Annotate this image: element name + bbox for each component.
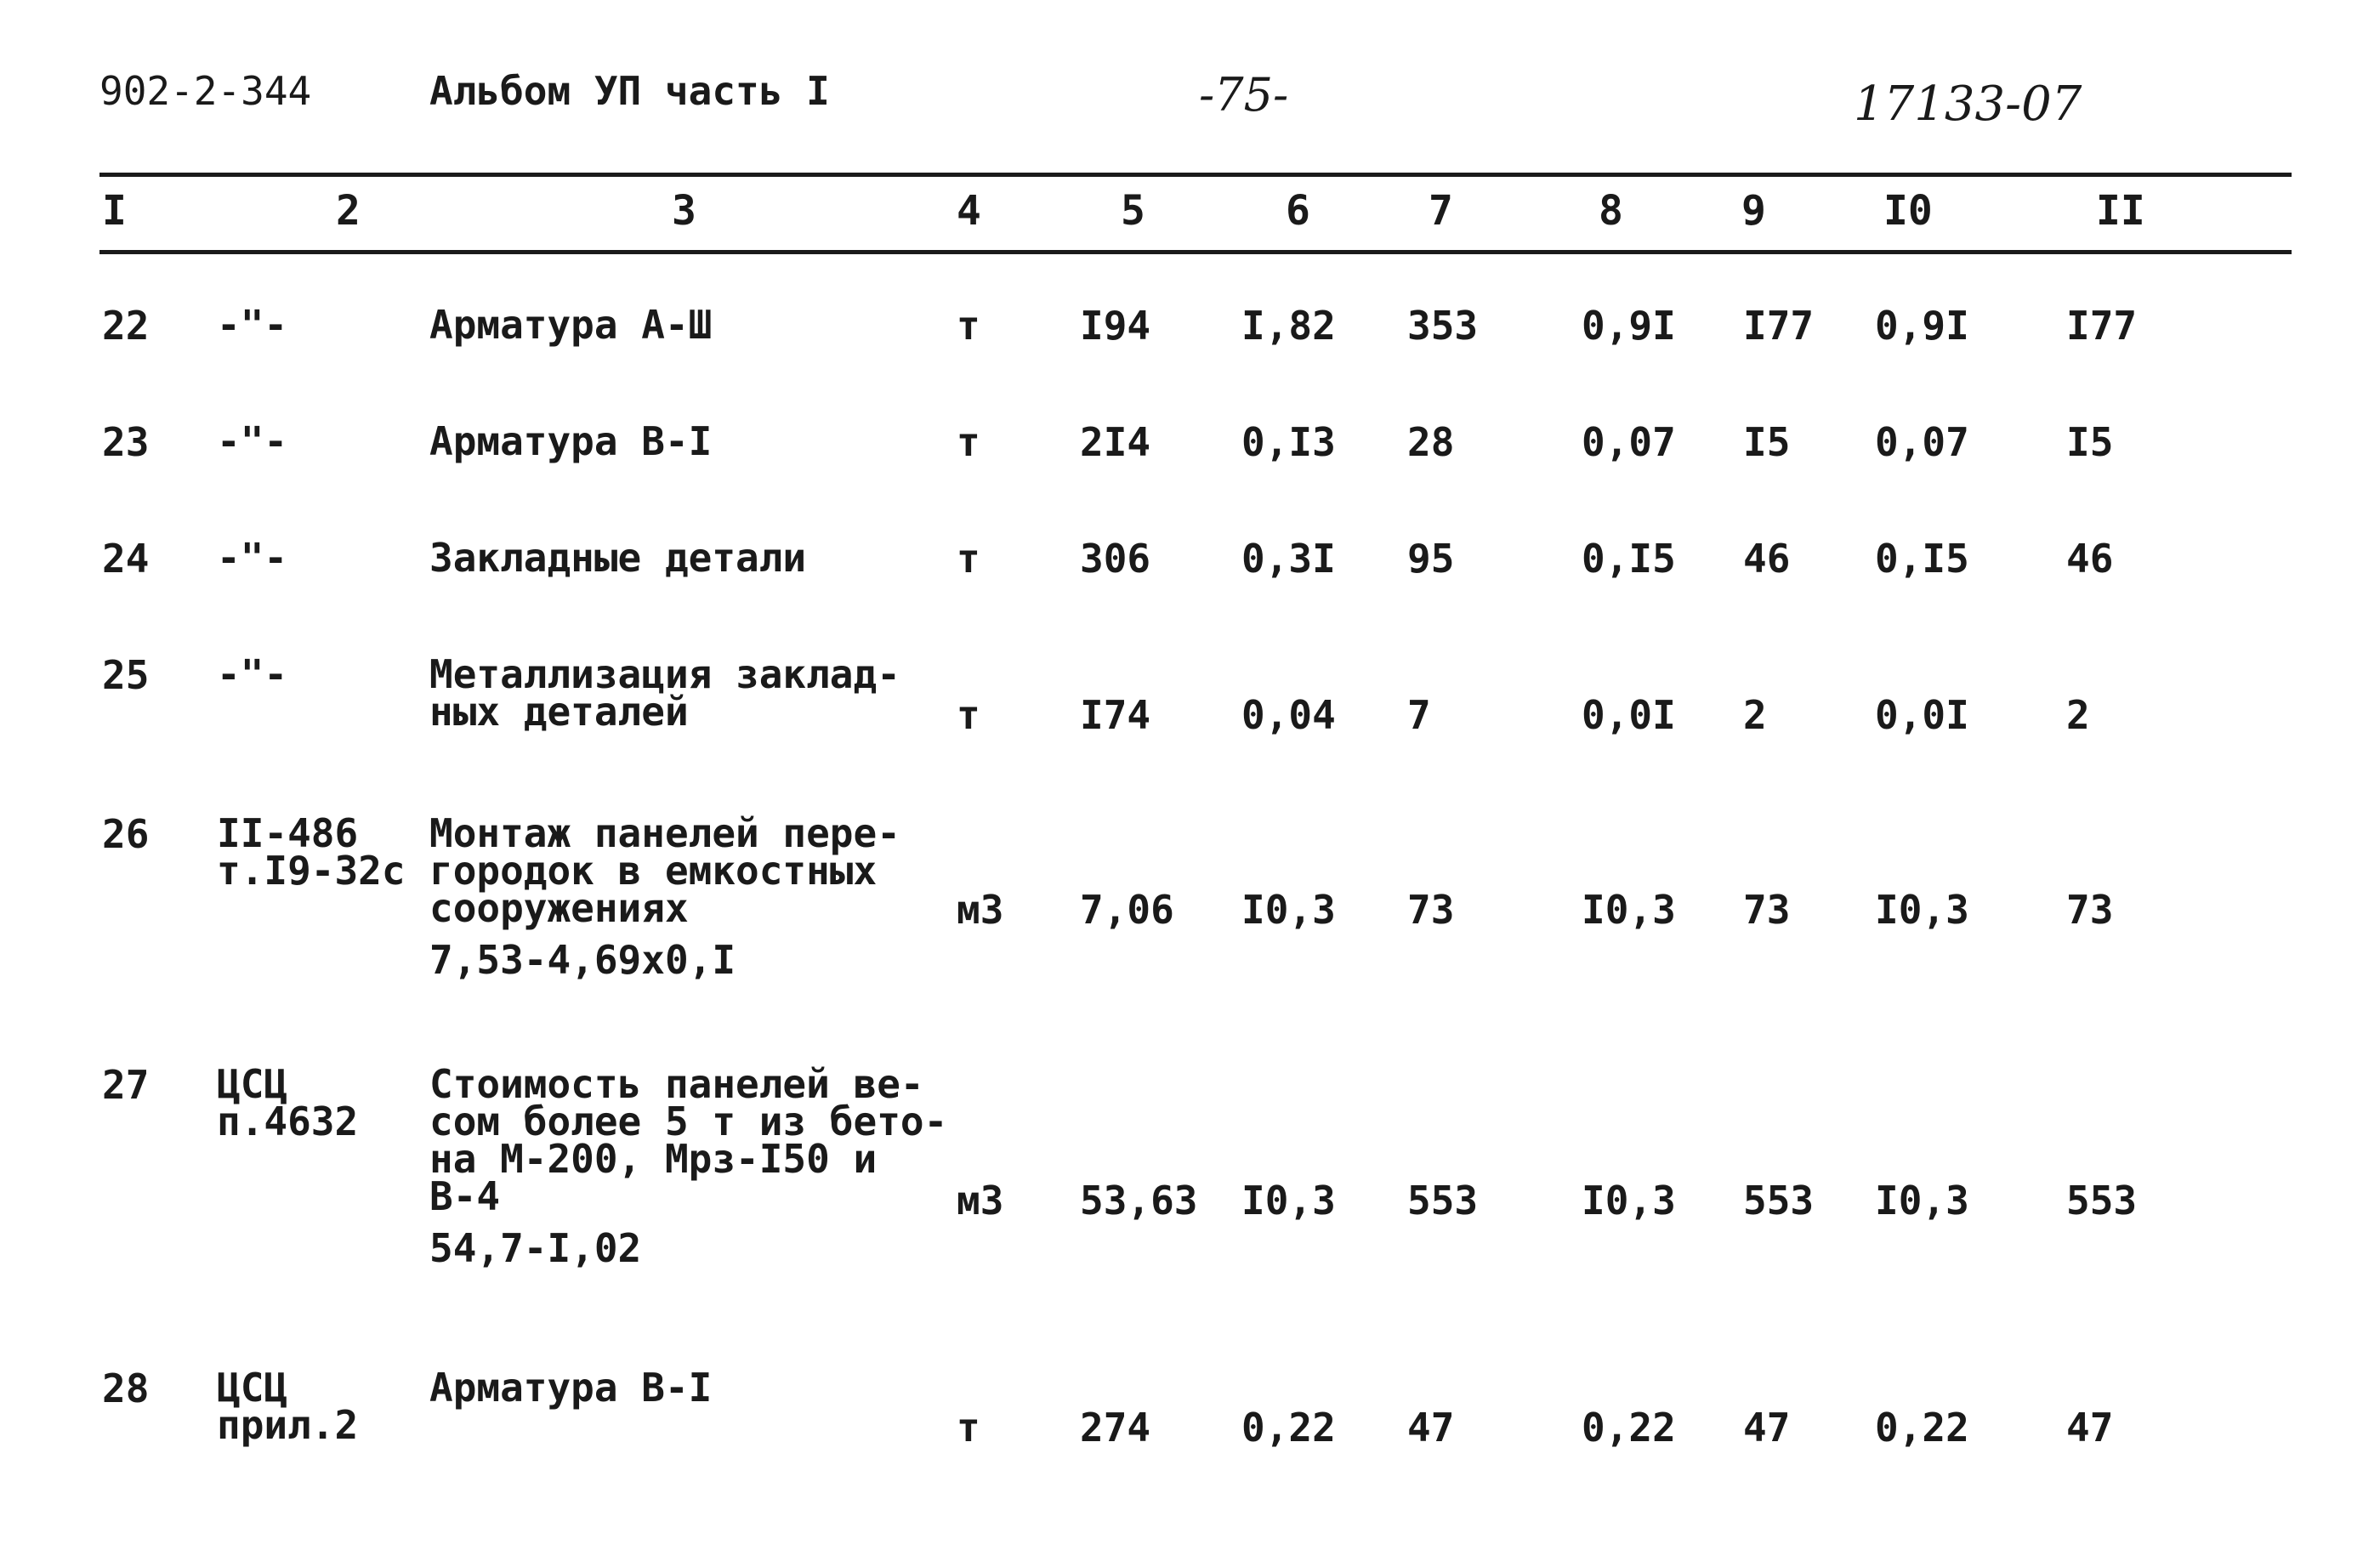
row-name: Арматура В-I — [429, 418, 713, 464]
row-number: 25 — [102, 652, 150, 698]
row-reference: -"- — [217, 418, 288, 464]
row-value-10: I0,3 — [1875, 1178, 1969, 1224]
row-value-11: 73 — [2066, 887, 2114, 933]
row-value-5: 306 — [1080, 536, 1151, 582]
row-reference: ЦСЦ п.4632 — [217, 1061, 359, 1144]
column-header-5: 5 — [1121, 187, 1145, 235]
row-value-10: 0,22 — [1875, 1405, 1969, 1451]
row-unit: т — [957, 536, 980, 582]
row-reference: ЦСЦ прил.2 — [217, 1365, 359, 1448]
row-name: Монтаж панелей пере- городок в емкостных сооружениях — [429, 810, 900, 931]
row-reference: -"- — [217, 535, 288, 581]
row-value-11: 553 — [2066, 1178, 2138, 1224]
row-unit: т — [957, 692, 980, 738]
row-name: Арматура А-Ш — [429, 302, 713, 348]
column-header-3: 3 — [672, 187, 696, 235]
row-name: Закладные детали — [429, 535, 807, 581]
row-value-10: I0,3 — [1875, 887, 1969, 933]
row-value-9: 46 — [1743, 536, 1791, 582]
row-number: 23 — [102, 419, 150, 465]
column-header-10: I0 — [1883, 187, 1933, 235]
column-header-11: II — [2096, 187, 2145, 235]
row-value-7: 73 — [1407, 887, 1455, 933]
row-value-6: 0,22 — [1241, 1405, 1336, 1451]
row-value-9: 2 — [1743, 692, 1767, 738]
row-number: 27 — [102, 1062, 150, 1108]
row-reference: -"- — [217, 651, 288, 697]
row-unit: м3 — [957, 887, 1004, 933]
table-top-rule — [99, 173, 2292, 177]
row-value-7: 7 — [1407, 692, 1431, 738]
row-reference: -"- — [217, 302, 288, 348]
row-value-10: 0,0I — [1875, 692, 1969, 738]
row-value-7: 95 — [1407, 536, 1455, 582]
row-value-10: 0,07 — [1875, 419, 1969, 465]
row-number: 28 — [102, 1365, 150, 1411]
row-value-8: I0,3 — [1582, 1178, 1676, 1224]
row-value-6: I0,3 — [1241, 1178, 1336, 1224]
row-value-10: 0,9I — [1875, 303, 1969, 349]
row-value-8: 0,07 — [1582, 419, 1676, 465]
row-unit: т — [957, 1405, 980, 1451]
row-name: Металлизация заклад- ных деталей — [429, 651, 900, 735]
row-value-7: 47 — [1407, 1405, 1455, 1451]
row-value-5: 53,63 — [1080, 1178, 1198, 1224]
row-name: Арматура В-I — [429, 1365, 713, 1411]
row-value-11: 46 — [2066, 536, 2114, 582]
row-formula: 7,53-4,69х0,I — [429, 937, 736, 983]
sheet-number: 17133-07 — [1854, 77, 2082, 132]
document-code: 902-2-344 — [99, 68, 312, 114]
row-value-9: 553 — [1743, 1178, 1815, 1224]
column-header-1: I — [102, 187, 127, 235]
column-header-4: 4 — [957, 187, 981, 235]
row-value-9: I77 — [1743, 303, 1815, 349]
row-value-6: 0,I3 — [1241, 419, 1336, 465]
row-value-6: 0,3I — [1241, 536, 1336, 582]
column-header-8: 8 — [1599, 187, 1623, 235]
row-value-5: 7,06 — [1080, 887, 1174, 933]
row-value-8: 0,I5 — [1582, 536, 1676, 582]
row-formula: 54,7-I,02 — [429, 1225, 642, 1271]
row-value-8: 0,0I — [1582, 692, 1676, 738]
row-value-7: 353 — [1407, 303, 1479, 349]
column-header-7: 7 — [1429, 187, 1453, 235]
row-value-8: I0,3 — [1582, 887, 1676, 933]
row-value-6: I,82 — [1241, 303, 1336, 349]
row-value-11: I5 — [2066, 419, 2114, 465]
row-value-11: I77 — [2066, 303, 2138, 349]
row-value-9: 47 — [1743, 1405, 1791, 1451]
row-value-7: 28 — [1407, 419, 1455, 465]
row-number: 26 — [102, 811, 150, 857]
row-unit: м3 — [957, 1178, 1004, 1224]
row-unit: т — [957, 419, 980, 465]
row-value-11: 47 — [2066, 1405, 2114, 1451]
row-value-8: 0,22 — [1582, 1405, 1676, 1451]
row-unit: т — [957, 303, 980, 349]
row-value-6: I0,3 — [1241, 887, 1336, 933]
column-header-9: 9 — [1741, 187, 1766, 235]
row-value-6: 0,04 — [1241, 692, 1336, 738]
column-header-6: 6 — [1286, 187, 1310, 235]
row-value-10: 0,I5 — [1875, 536, 1969, 582]
row-number: 24 — [102, 536, 150, 582]
row-name: Стоимость панелей ве- сом более 5 т из бето- на М-200, Мрз-I50 и В-4 — [429, 1061, 948, 1219]
album-label: Альбом УП часть I — [429, 68, 830, 114]
row-value-9: 73 — [1743, 887, 1791, 933]
row-value-5: I94 — [1080, 303, 1151, 349]
row-value-7: 553 — [1407, 1178, 1479, 1224]
table-header-rule — [99, 250, 2292, 254]
row-value-5: I74 — [1080, 692, 1151, 738]
row-value-8: 0,9I — [1582, 303, 1676, 349]
row-number: 22 — [102, 303, 150, 349]
row-reference: II-486 т.I9-32с — [217, 810, 406, 894]
row-value-5: 274 — [1080, 1405, 1151, 1451]
column-header-2: 2 — [336, 187, 361, 235]
row-value-11: 2 — [2066, 692, 2090, 738]
page-number: -75- — [1199, 68, 1289, 122]
row-value-9: I5 — [1743, 419, 1791, 465]
row-value-5: 2I4 — [1080, 419, 1151, 465]
